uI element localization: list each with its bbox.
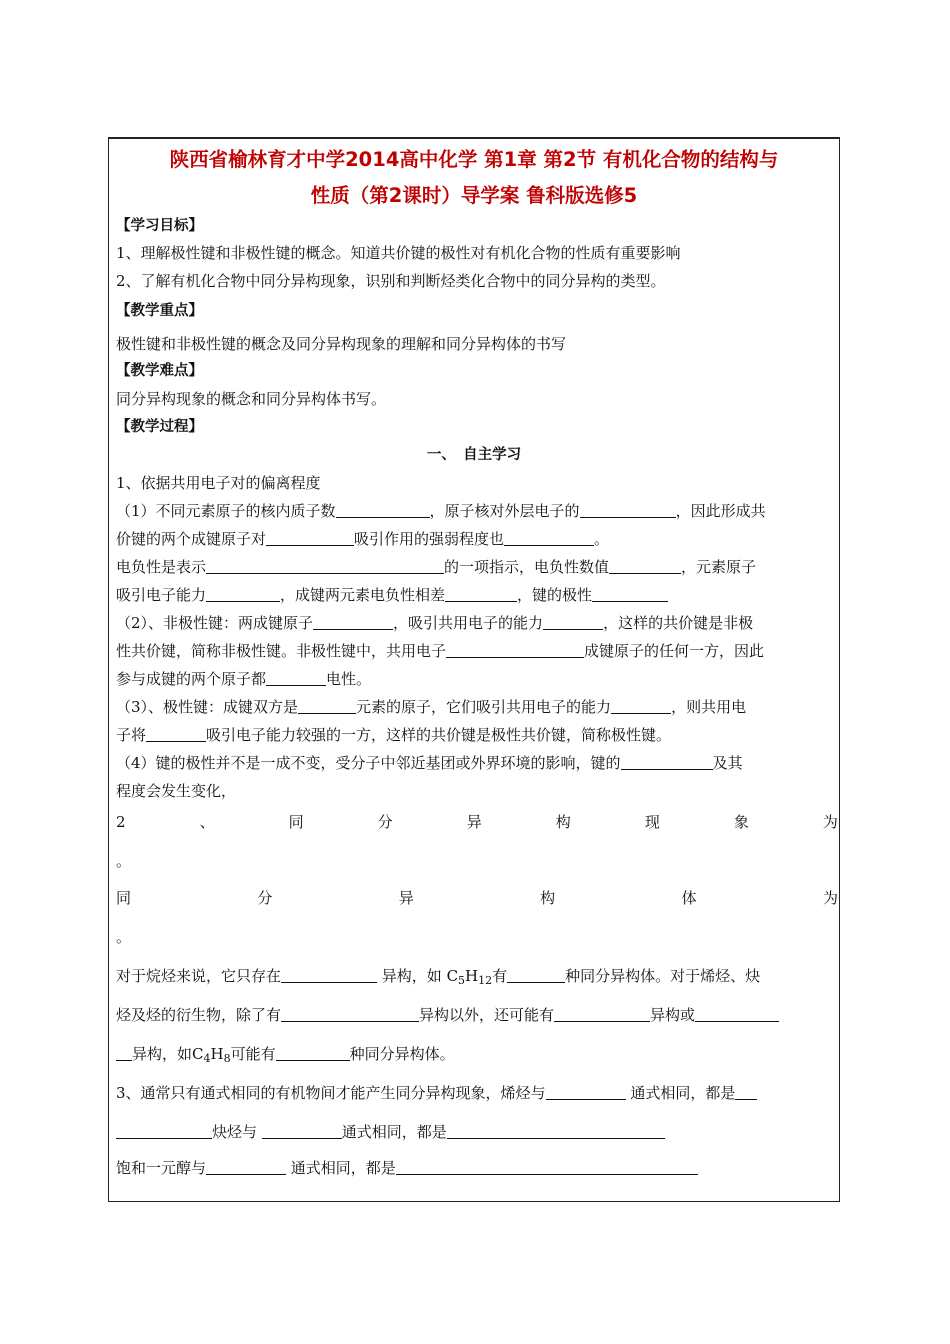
blank[interactable] [445, 585, 517, 602]
p4-line-b: 程度会发生变化， [116, 782, 237, 800]
blank[interactable] [695, 1005, 779, 1022]
blank[interactable] [206, 585, 280, 602]
alkane-line-c: 异构，如$C_4H_8$可能有 种同分异构体。 [116, 1044, 838, 1069]
blank[interactable] [206, 557, 444, 574]
en-line-b: 吸引电子能力 ，成键两元素电负性相差 ，键的极性 [116, 585, 838, 605]
blank[interactable] [580, 501, 676, 518]
p3-line-a: （3）、极性键：成键双方是 元素的原子，它们吸引共用电子的能力 ，则共用电 [116, 698, 747, 716]
section-title: 一、 自主学习 [426, 447, 522, 463]
p2-line-c: 参与成键的两个原子都 电性。 [116, 670, 372, 688]
blank[interactable] [447, 1122, 665, 1139]
blank[interactable] [266, 529, 354, 546]
key-points-text: 极性键和非极性键的概念及同分异构现象的理解和同分异构体的书写 [116, 335, 567, 353]
blank[interactable] [507, 966, 565, 983]
blank[interactable] [281, 966, 377, 983]
blank[interactable] [396, 1158, 698, 1175]
blank[interactable] [735, 1083, 757, 1100]
blank[interactable] [554, 1005, 650, 1022]
process-header: 【教学过程】 [116, 419, 203, 435]
blank[interactable] [281, 1005, 419, 1022]
p3-line-b: 子将 吸引电子能力较强的一方，这样的共价键是极性共价键，简称极性键。 [116, 726, 672, 744]
blank[interactable] [116, 1044, 132, 1061]
doc-title-line1: 陕西省榆林育才中学2014高中化学 第1章 第2节 有机化合物的结构与 [169, 148, 779, 171]
q3-line-a: 3、通常只有通式相同的有机物间才能产生同分异构现象，烯烃与 通式相同，都是 [116, 1083, 838, 1103]
p4-line-a: （4）键的极性并不是一成不变，受分子中邻近基团或外界环境的影响，键的 及其 [116, 754, 743, 772]
difficulties-header: 【教学难点】 [116, 363, 203, 379]
blank[interactable] [266, 669, 326, 686]
p1-line-a: （1）不同元素原子的核内质子数 ，原子核对外层电子的 ，因此形成共 [116, 502, 766, 520]
blank[interactable] [298, 697, 356, 714]
goal-item-2: 2、了解有机化合物中同分异构现象，识别和判断烃类化合物中的同分异构的类型。 [116, 272, 666, 290]
blank[interactable] [116, 1122, 212, 1139]
q2-end: 。 [116, 852, 132, 870]
blank[interactable] [611, 697, 671, 714]
blank[interactable] [146, 725, 206, 742]
alkane-line-b: 烃及烃的衍生物，除了有 异构以外，还可能有 异构或 [116, 1005, 838, 1025]
blank[interactable] [313, 613, 393, 630]
q1-intro: 1、依据共用电子对的偏离程度 [116, 474, 321, 492]
doc-title-line2: 性质（第2课时）导学案 鲁科版选修5 [310, 184, 638, 207]
goal-item-1: 1、理解极性键和非极性键的概念。知道共价键的极性对有机化合物的性质有重要影响 [116, 244, 681, 262]
en-line-a: 电负性是表示 的一项指示，电负性数值 ，元素原子 [116, 558, 757, 576]
p1-line-b: 价键的两个成键原子对 吸引作用的强弱程度也 。 [116, 530, 610, 548]
blank[interactable] [336, 501, 430, 518]
p2-line-b: 性共价键，简称非极性键。非极性键中，共用电子 成键原子的任何一方，因此 [116, 642, 765, 660]
blank[interactable] [276, 1044, 350, 1061]
alkane-line-a: 对于烷烃来说，它只存在 异构，如 $C_5H_{12}$有 种同分异构体。对于烯烃、炔 [116, 967, 761, 987]
q2b-end: 。 [116, 928, 132, 946]
goals-header: 【学习目标】 [116, 218, 203, 234]
blank[interactable] [609, 557, 681, 574]
blank[interactable] [621, 753, 713, 770]
q3-line-c: 饱和一元醇与 通式相同，都是 [116, 1158, 838, 1178]
blank[interactable] [543, 613, 603, 630]
blank[interactable] [504, 529, 594, 546]
blank[interactable] [446, 641, 584, 658]
q2-line: 2 、 同 分 异 构 现 象 为 [116, 813, 838, 831]
q3-line-b: 炔烃与 通式相同，都是 [116, 1122, 838, 1142]
key-points-header: 【教学重点】 [116, 303, 203, 319]
p2-line-a: （2）、非极性键：两成键原子 ，吸引共用电子的能力 ，这样的共价键是非极 [116, 614, 754, 632]
blank[interactable] [592, 585, 668, 602]
difficulties-text: 同分异构现象的概念和同分异构体书写。 [116, 390, 387, 408]
q2b-line: 同 分 异 构 体 为 [116, 889, 838, 907]
blank[interactable] [206, 1158, 286, 1175]
blank[interactable] [262, 1122, 342, 1139]
blank[interactable] [546, 1083, 626, 1100]
